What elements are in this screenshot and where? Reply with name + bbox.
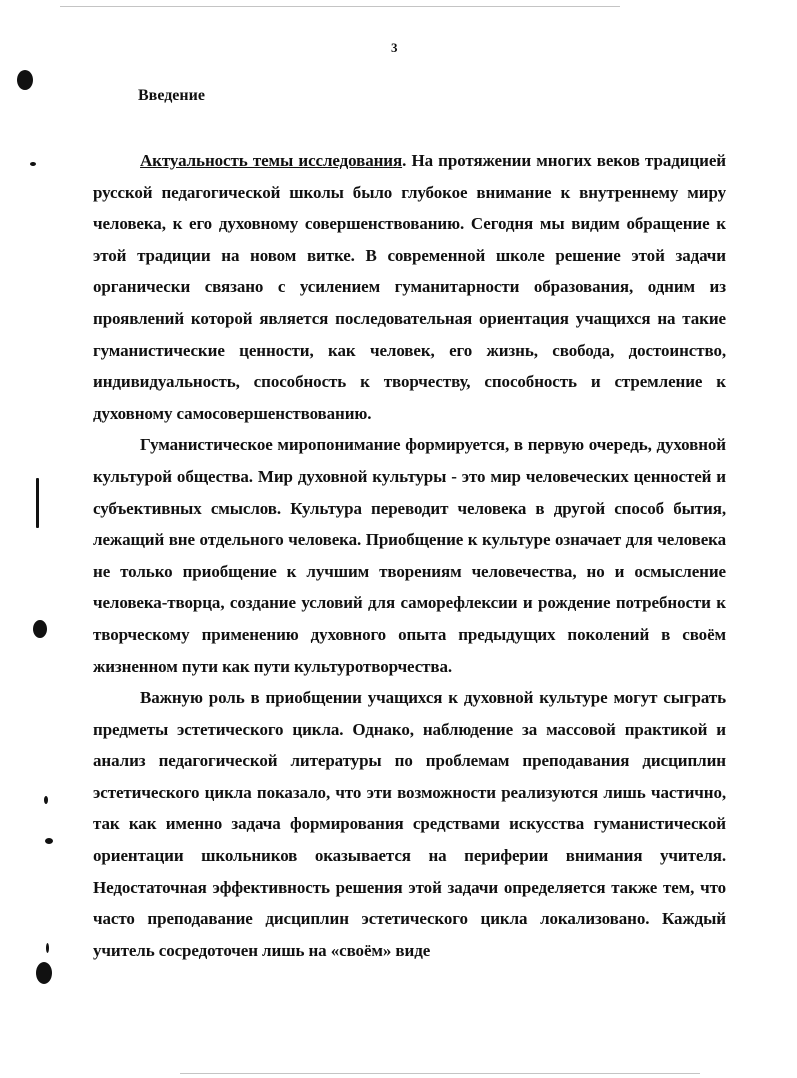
speck-mark: [45, 838, 53, 844]
scan-line-bottom: [180, 1073, 700, 1074]
speck-mark: [30, 162, 36, 166]
binding-hole-mark: [17, 70, 33, 90]
topic-label: Актуальность темы исследования: [140, 151, 403, 170]
page-number: 3: [391, 40, 398, 55]
body-text: [93, 145, 726, 966]
speck-mark: [46, 943, 49, 953]
paragraph-text: . На протяжении многих веков традицией русской педагогической школы было глубокое внимание к внутреннему миру человека, к его духовному совершенствованию. Сегодня мы видим обращение к этой традиции на новом витке. В современной школе решение этой задачи органически связано с усилением гуманитарности образования, одним из проявлений которой является последовательная ориентация учащихся на такие гуманистические ценности, как человек, его жизнь, свобода, достоинство, индивидуальность, способность к творчеству, способность и стремление к духовному самосовершенствованию.: [93, 151, 726, 423]
speck-mark: [36, 478, 39, 528]
section-heading: Введение: [138, 87, 205, 104]
binding-hole-mark: [36, 962, 52, 984]
paragraph: Гуманистическое миропонимание формируется, в первую очередь, духовной культурой общества. Мир духовной культуры - это мир человеческих ценностей и субъективных смыслов. Культура переводит человека в другой способ бытия, лежащий вне отдельного человека. Приобщение к культуре означает для человека не только приобщение к лучшим творениям человечества, но и осмысление человека-творца, создание условий для саморефлексии и рождение потребности к творческому применению духовного опыта предыдущих поколений в своём жизненном пути как пути культуротворчества.: [93, 435, 726, 676]
paragraph: Важную роль в приобщении учащихся к духовной культуре могут сыграть предметы эстетического цикла. Однако, наблюдение за массовой практикой и анализ педагогической литературы по проблемам преподавания дисциплин эстетического цикла показало, что эти возможности реализуются лишь частично, так как именно задача формирования средствами искусства гуманистической ориентации школьников оказывается на периферии внимания учителя. Недостаточная эффективность решения этой задачи определяется также тем, что часто преподавание дисциплин эстетического цикла локализовано. Каждый учитель сосредоточен лишь на «своём» виде: [93, 688, 726, 960]
scan-line-top: [60, 6, 620, 7]
paragraph: [93, 145, 726, 429]
binding-hole-mark: [33, 620, 47, 638]
speck-mark: [44, 796, 48, 804]
